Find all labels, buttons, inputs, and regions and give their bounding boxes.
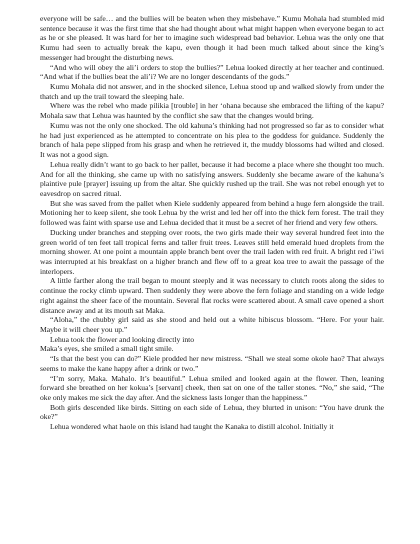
paragraph: Lehua wondered what haole on this island had taught the Kanaka to distill alcohol. Initially it [50,422,334,432]
paragraph: “And who will obey the ali’i orders to stop the bullies?” Lehua looked directly at her teacher and continued. “And what if the bullies beat the ali’i? We are no longer descendants of the gods.” [40,62,384,82]
paragraph: Lehua really didn’t want to go back to her pallet, because it had become a place where she thought too much. And for all the thinking, she came up with no satisfying answers. Suddenly she became aware of the kahuna’s plaintive pule [prayer] issuing up from the altar. She quickly rushed up the trail. She was not rebel enough yet to eavesdrop on sacred ritual. [40,159,384,198]
paragraph: Maka’s eyes, she smiled a small tight smile. [40,344,174,354]
paragraph: “I’m sorry, Maka. Mahalo. It’s beautiful.” Lehua smiled and looked again at the flower. Then, leaning forward she breathed on her kokua’s [servant] cheek, then sat on one of the taller stones. “No,” she said, “The oke only makes me sick the day after. And the sickness lasts longer than the happiness.” [40,373,384,403]
paragraph: everyone will be safe… and the bullies will be beaten when they misbehave.” Kumu Mohala had stumbled mid sentence because it was the first time that she had thought about what might happen when everyone began to act as he or she pleased. It was hard for her to imagine such widespread bad behavior. Lehua was the only one that Kumu had seen to actually break the kapu, even though it had been much talked about since the king’s messenger had brought the disturbing news. [40,14,384,62]
paragraph: “Aloha,” the chubby girl said as she stood and held out a white hibiscus blossom. “Here. For your hair. Maybe it will cheer you up.” [40,315,384,334]
paragraph: But she was saved from the pallet when Kiele suddenly appeared from behind a huge fern alongside the trail. Motioning her to keep silent, she took Lehua by the wrist and led her off into the thick fern forest. The trail they followed was faint with sparse use and Lehua decided that it must be a secret of her friend and very few others. [40,198,384,228]
paragraph: Ducking under branches and stepping over roots, the two girls made their way several hundred feet into the green world of ten feet tall tropical ferns and taller fruit trees. Leaves still held emerald hued droplets from the morning shower. At one point a mountain apple branch bent over the trail laden with red fruit. A bright red i’iwi was interrupted at his breakfast on a higher branch and flew off to a great koa tree to await the passage of the interlopers. [40,227,384,276]
paragraph: Lehua took the flower and looking directly into [50,334,195,344]
paragraph: A little farther along the trail began to mount steeply and it was necessary to clutch roots along the sides to continue the rocky climb upward. Then suddenly they were above the fern foliage and standing on a wide ledge right against the sheer face of the mountain. Several flat rocks were scattered about. A small cave opened a short distance away and at its mouth sat Maka. [40,276,384,315]
paragraph: Kumu was not the only one shocked. The old kahuna’s thinking had not progressed so far as to consider what he had just experienced as he attempted to concentrate on his plea to the goddess for guidance. Suddenly the branch of hala pepe slipped from his grasp and when he retrieved it, the muddy blossoms had wilted and closed. It was not a good sign. [40,120,384,160]
document-page [40,14,384,536]
paragraph: Where was the rebel who made pilikia [trouble] in her ‘ohana because she embraced the lifting of the kapu? Mohala saw that Lehua was haunted by the conflict she saw that the changes would bring. [40,101,384,121]
paragraph: Both girls descended like birds. Sitting on each side of Lehua, they blurted in unison: “You have drunk the oke?” [40,402,384,422]
paragraph: Kumu Mohala did not answer, and in the shocked silence, Lehua stood up and walked slowly from under the thatch and up the trail toward the sleeping hale. [40,82,384,101]
paragraph: “Is that the best you can do?” Kiele prodded her new mistress. “Shall we steal some okole hao? That always seems to make the kane happy after a drink or two.” [40,354,384,373]
